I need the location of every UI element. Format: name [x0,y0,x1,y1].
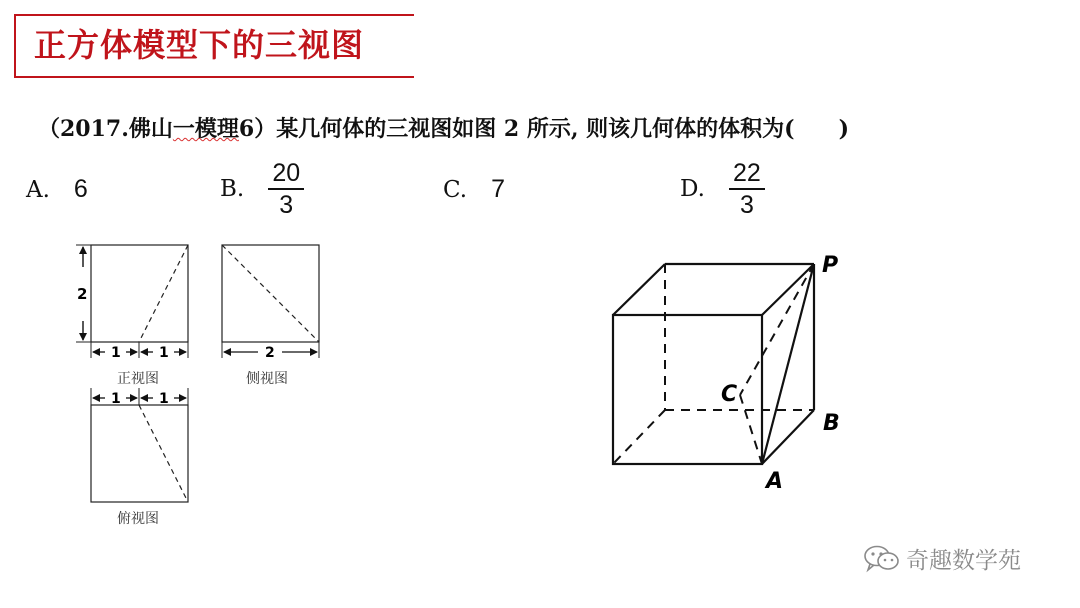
option-c-value: 7 [491,175,505,203]
watermark-text: 奇趣数学苑 [906,548,1021,574]
option-d-fraction [729,160,765,218]
option-d-denominator: 3 [739,190,754,219]
question-body: 某几何体的三视图如图 2 所示, 则该几何体的体积为( ) [276,116,849,142]
front-view [76,245,188,387]
fraction-bar [729,188,765,190]
slide-title: 正方体模型下的三视图 [34,26,365,64]
option-a-label: A. [26,176,50,203]
dim-height-label: 2 [77,285,88,303]
front-view-label: 正视图 [117,371,159,387]
dim-one-label: 1 [111,391,121,407]
fraction-bar [268,188,304,190]
option-d-numerator: 22 [733,159,761,187]
option-b-label: B. [220,176,245,202]
watermark [862,542,1021,575]
top-view [91,388,188,527]
point-a: A [766,469,784,494]
dim-one-label: 1 [159,391,169,407]
option-d [680,160,765,218]
dim-one-label: 1 [111,345,121,361]
dim-two-label: 2 [265,345,275,361]
dim-one-label: 1 [159,345,169,361]
option-c [443,175,505,204]
cube-figure [600,250,860,500]
question-text [38,112,849,143]
point-p: P [822,253,839,278]
point-c: C [721,382,738,407]
option-b [220,160,304,218]
option-a-value: 6 [73,175,88,203]
option-b-fraction [268,160,304,218]
question-source-prefix: （2017.佛山 [38,116,173,142]
option-c-label: C. [443,176,468,203]
point-b: B [823,411,840,436]
option-b-numerator: 20 [272,159,301,187]
wechat-icon [862,544,902,574]
question-source-suffix: 6） [238,116,277,142]
three-views-figure [60,235,400,535]
side-view-label: 侧视图 [246,371,288,387]
top-view-label: 俯视图 [117,511,159,527]
side-view [222,245,319,387]
question-source-underlined: 一模理 [172,116,239,142]
option-d-label: D. [680,176,705,202]
option-a [26,175,88,204]
option-b-denominator: 3 [279,190,294,219]
